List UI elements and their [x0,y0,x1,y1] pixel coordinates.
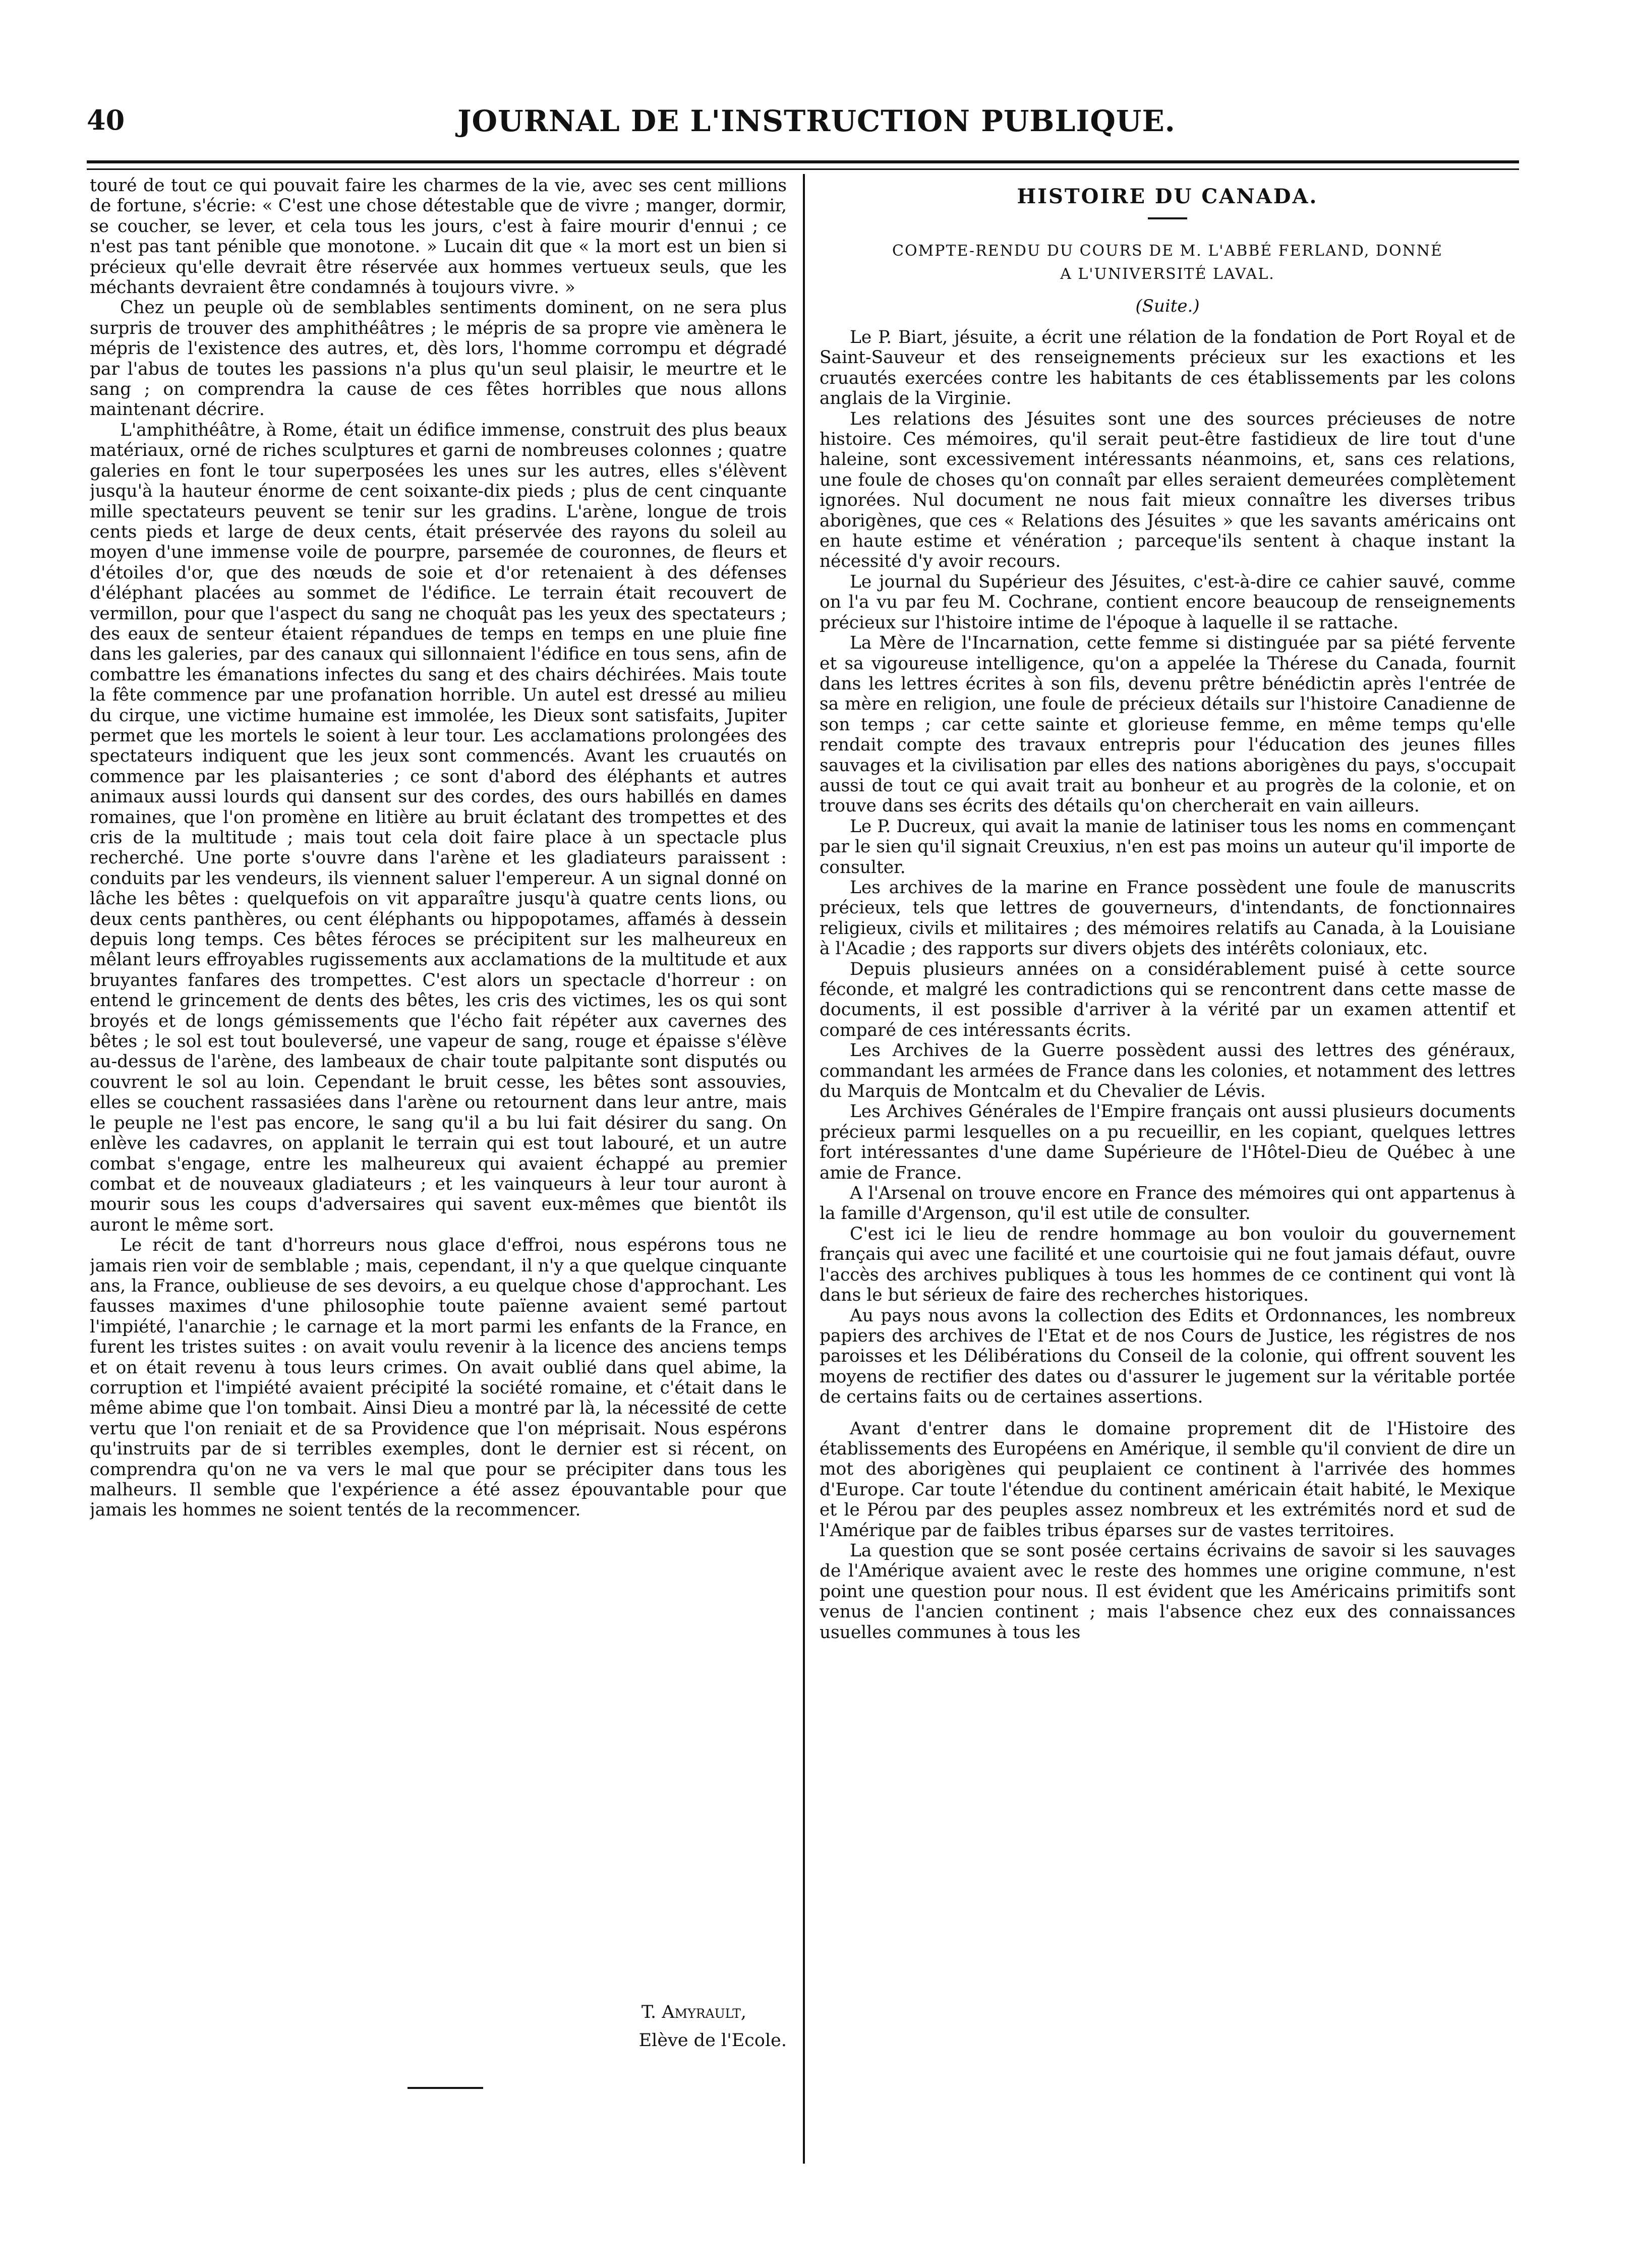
left-paragraph-4: Le récit de tant d'horreurs nous glace d'effroi, nous espérons tous ne jamais rien voir de semblable ; mais, cependant, il n'y a que quelque cinquante ans, la France, oublieuse de ses devoirs, a eu quelque chose d'approchant. Les fausses maximes d'une philosophie toute païenne avaient semé partout l'impiété, l'anarchie ; le carnage et la mort parmi les enfants de la France, en furent les tristes suites : on avait voulu revenir à la licence des anciens temps et on était revenu à tous leurs crimes. On avait oublié dans quel abime, la corruption et l'impiété avaient précipité la société romaine, et c'était dans le même abime que l'on tombait. Ainsi Dieu a montré par là, la nécessité de cette vertu que l'on reniait et de sa Providence que l'on méprisait. Nous espérons qu'instruits par de si terribles exemples, dont le dernier est si récent, on comprendra qu'on ne va vers le mal que pour se précipiter dans tous les malheurs. Il semble que l'expérience a été assez épouvantable pour que jamais les hommes ne soient tentés de la recommencer. [90,1235,787,1521]
right-paragraph-11: C'est ici le lieu de rendre hommage au bon vouloir du gouvernement français qui avec une facilité et une courtoisie qui ne fout jamais défaut, ouvre l'accès des archives publiques à tous les hommes de ce continent qui vont là dans le but sérieux de faire des recherches historiques. [820,1224,1515,1306]
left-paragraph-3: L'amphithéâtre, à Rome, était un édifice immense, construit des plus beaux matériaux, orné de riches sculptures et garni de nombreuses colonnes ; quatre galeries en font le tour superposées les unes sur les autres, elles s'élèvent jusqu'à la hauteur énorme de cent soixante-dix pieds ; plus de cent cinquante mille spectateurs peuvent se tenir sur les gradins. L'arène, longue de trois cents pieds et large de deux cents, était préservée des rayons du soleil au moyen d'une immense voile de pourpre, parsemée de couronnes, de fleurs et d'étoiles d'or, que des nœuds de soie et d'or retenaient à des défenses d'éléphant placées au sommet de l'édifice. Le terrain était recouvert de vermillon, pour que l'aspect du sang ne choquât pas les yeux des spectateurs ; des eaux de senteur étaient répandues de temps en temps en une pluie fine dans les galeries, par des canaux qui sillonnaient l'édifice en tous sens, afin de combattre les émanations infectes du sang et des chairs déchirées. Mais toute la fête commence par une profanation horrible. Un autel est dressé au milieu du cirque, une victime humaine est immolée, les Dieux sont satisfaits, Jupiter permet que les mortels le soient à leur tour. Les acclamations prolongées des spectateurs indiquent que les jeux sont commencés. Avant les cruautés on commence par les plaisanteries ; ce sont d'abord des éléphants et autres animaux aussi lourds qui dansent sur des cordes, des ours habillés en dames romaines, que l'on promène en litière au bruit éclatant des trompettes et des cris de la multitude ; mais tout cela doit faire place à un spectacle plus recherché. Une porte s'ouvre dans l'arène et les gladiateurs paraissent : conduits par les vendeurs, ils viennent saluer l'empereur. A un signal donné on lâche les bêtes : quelquefois on vit apparaître jusqu'à quatre cents lions, ou deux cents panthères, ou cent éléphants ou hippopotames, affamés à dessein depuis long temps. Ces bêtes féroces se précipitent sur les malheureux en mêlant leurs effroyables rugissements aux acclamations de la multitude et aux bruyantes fanfares des trompettes. C'est alors un spectacle d'horreur : on entend le grincement de dents des bêtes, les cris des victimes, les os qui sont broyés et de longs gémissements que l'écho fait répéter aux cavernes des bêtes ; le sol est tout bouleversé, une vapeur de sang, rouge et épaisse s'élève au-dessus de l'arène, des lambeaux de chair toute palpitante sont disputés ou couvrent le sol au loin. Cependant le bruit cesse, les bêtes sont assouvies, elles se couchent rassasiées dans l'arène ou retournent dans leur antre, mais le peuple ne l'est pas encore, le sang qu'il a bu lui fait désirer du sang. On enlève les cadavres, on applanit le terrain qui est tout labouré, et un autre combat s'engage, entre les malheureux qui avaient échappé au premier combat et de nouveaux gladiateurs ; et les vainqueurs à leur tour auront à mourir sous les coups d'adversaires qui savent eux-mêmes que bientôt ils auront le même sort. [90,420,787,1235]
journal-title: JOURNAL DE L'INSTRUCTION PUBLIQUE. [457,104,1176,138]
right-paragraph-1: Le P. Biart, jésuite, a écrit une rélation de la fondation de Port Royal et de Saint-Sauveur et des renseignements précieux sur les exactions et les cruautés exercées contre les habitants de ces établissements par les colons anglais de la Virginie. [820,327,1515,409]
right-paragraph-14: La question que se sont posée certains écrivains de savoir si les sauvages de l'Amérique avaient avec le reste des hommes une origine commune, n'est point une question pour nous. Il est évident que les Américains primitifs sont venus de l'ancien continent ; mais l'absence chez eux des connaissances usuelles communes à tous les [820,1540,1515,1643]
article-end-rule [407,2087,483,2089]
right-paragraph-12: Au pays nous avons la collection des Edits et Ordonnances, les nombreux papiers des archives de l'Etat et de nos Cours de Justice, les régistres de nos paroisses et les Délibérations du Conseil de la colonie, qui offrent souvent les moyens de rectifier des dates ou d'assurer le jugement sur la véritable portée de certains faits ou de certaines assertions. [820,1305,1515,1408]
left-column [90,176,787,2183]
page-number: 40 [87,104,125,136]
right-paragraph-8: Les Archives de la Guerre possèdent aussi des lettres des généraux, commandant les armées de France dans les colonies, et notamment des lettres du Marquis de Montcalm et du Chevalier de Lévis. [820,1040,1515,1102]
right-column [820,176,1515,2165]
section-title-rule [1148,217,1187,219]
signature-role: Elève de l'Ecole. [638,2030,787,2051]
right-paragraph-5: Le P. Ducreux, qui avait la manie de latiniser tous les noms en commençant par le sien qu'il signait Creuxius, n'en est pas moins un auteur qu'il importe de consulter. [820,816,1515,878]
right-paragraph-9: Les Archives Générales de l'Empire français ont aussi plusieurs documents précieux parmi lesquelles on a pu recueillir, en les copiant, quelques lettres fort intéressantes d'une dame Supérieure de l'Hôtel-Dieu de Québec à une amie de France. [820,1101,1515,1183]
right-paragraph-4: La Mère de l'Incarnation, cette femme si distinguée par sa piété fervente et sa vigoureuse intelligence, qu'on a appelée la Thérese du Canada, fournit dans les lettres écrites à son fils, devenu prêtre bénédictin après l'entrée de sa mère en religion, une foule de précieux détails sur l'histoire Canadienne de son temps ; car cette sainte et glorieuse femme, en même temps qu'elle rendait compte des travaux entrepris pour l'éducation des jeunes filles sauvages et la civilisation par elles des nations aborigènes du pays, s'occupait aussi de tout ce qui avait trait au bonheur et au progrès de la colonie, et on trouve dans ses écrits des détails qu'on chercherait en vain ailleurs. [820,633,1515,817]
signature-name: T. Amyrault, [641,2002,746,2022]
left-paragraph-2: Chez un peuple où de semblables sentiments dominent, on ne sera plus surpris de trouver des amphithéâtres ; le mépris de sa propre vie amènera le mépris de l'existence des autres, et, dès lors, l'homme corrompu et dégradé par l'abus de toutes les passions n'a plus qu'un seul plaisir, le meurtre et le sang ; on comprendra la cause de ces fêtes horribles que nous allons maintenant décrire. [90,298,787,420]
right-paragraph-3: Le journal du Supérieur des Jésuites, c'est-à-dire ce cahier sauvé, comme on l'a vu par feu M. Cochrane, contient encore beaucoup de renseignements précieux sur l'histoire intime de l'époque à laquelle il se rattache. [820,571,1515,633]
section-suite: (Suite.) [1135,296,1200,316]
column-divider [803,174,805,2164]
section-subtitle-line2: A L'UNIVERSITÉ LAVAL. [1060,265,1275,283]
header-rule-thick [87,160,1519,163]
left-paragraph-1: touré de tout ce qui pouvait faire les charmes de la vie, avec ses cent millions de fortune, s'écrie: « C'est une chose détestable que de vivre ; manger, dormir, se coucher, se lever, et cela tous les jours, c'est à faire mourir d'ennui ; ce n'est pas tant pénible que monotone. » Lucain dit que « la mort est un bien si précieux qu'elle devrait être réservée aux hommes vertueux seuls, que les méchants devraient être condamnés à toujours vivre. » [90,176,787,298]
header-rule-thin [87,168,1519,170]
right-paragraph-6: Les archives de la marine en France possèdent une foule de manuscrits précieux, tels que lettres de gouverneurs, d'intendants, de fonctionnaires religieux, civils et militaires ; des mémoires relatifs au Canada, à la Louisiane à l'Acadie ; des rapports sur divers objets des intérêts coloniaux, etc. [820,877,1515,959]
right-paragraph-2: Les relations des Jésuites sont une des sources précieuses de notre histoire. Ces mémoires, qu'il serait peut-être fastidieux de lire tout d'une haleine, sont excessivement intéressants néanmoins, et, sans ces relations, une foule de choses qu'on connaît par elles seraient demeurées complètement ignorées. Nul document ne nous fait mieux connaître les diverses tribus aborigènes, que ces « Relations des Jésuites » que les savants américains ont en haute estime et vénération ; parceque'ils sentent à chaque instant la nécessité d'y avoir recours. [820,409,1515,572]
right-paragraph-7: Depuis plusieurs années on a considérablement puisé à cette source féconde, et malgré les contradictions qui se rencontrent dans cette masse de documents, il est possible d'arriver à la vérité par un examen attentif et comparé de ces intéressants écrits. [820,959,1515,1040]
right-paragraph-13: Avant d'entrer dans le domaine proprement dit de l'Histoire des établissements des Européens en Amérique, il semble qu'il convient de dire un mot des aborigènes qui peuplaient ce continent à l'arrivée des hommes d'Europe. Car toute l'étendue du continent américain était habité, le Mexique et le Pérou par des peuples assez nombreux et les extrémités nord et sud de l'Amérique par de faibles tribus éparses sur de vastes territoires. [820,1418,1515,1541]
right-paragraph-10: A l'Arsenal on trouve encore en France des mémoires qui ont appartenus à la famille d'Argenson, qu'il est utile de consulter. [820,1183,1515,1224]
section-subtitle-line1: COMPTE-RENDU DU COURS DE M. L'ABBÉ FERLAND, DONNÉ [892,242,1443,260]
section-title: HISTOIRE DU CANADA. [1017,185,1318,208]
